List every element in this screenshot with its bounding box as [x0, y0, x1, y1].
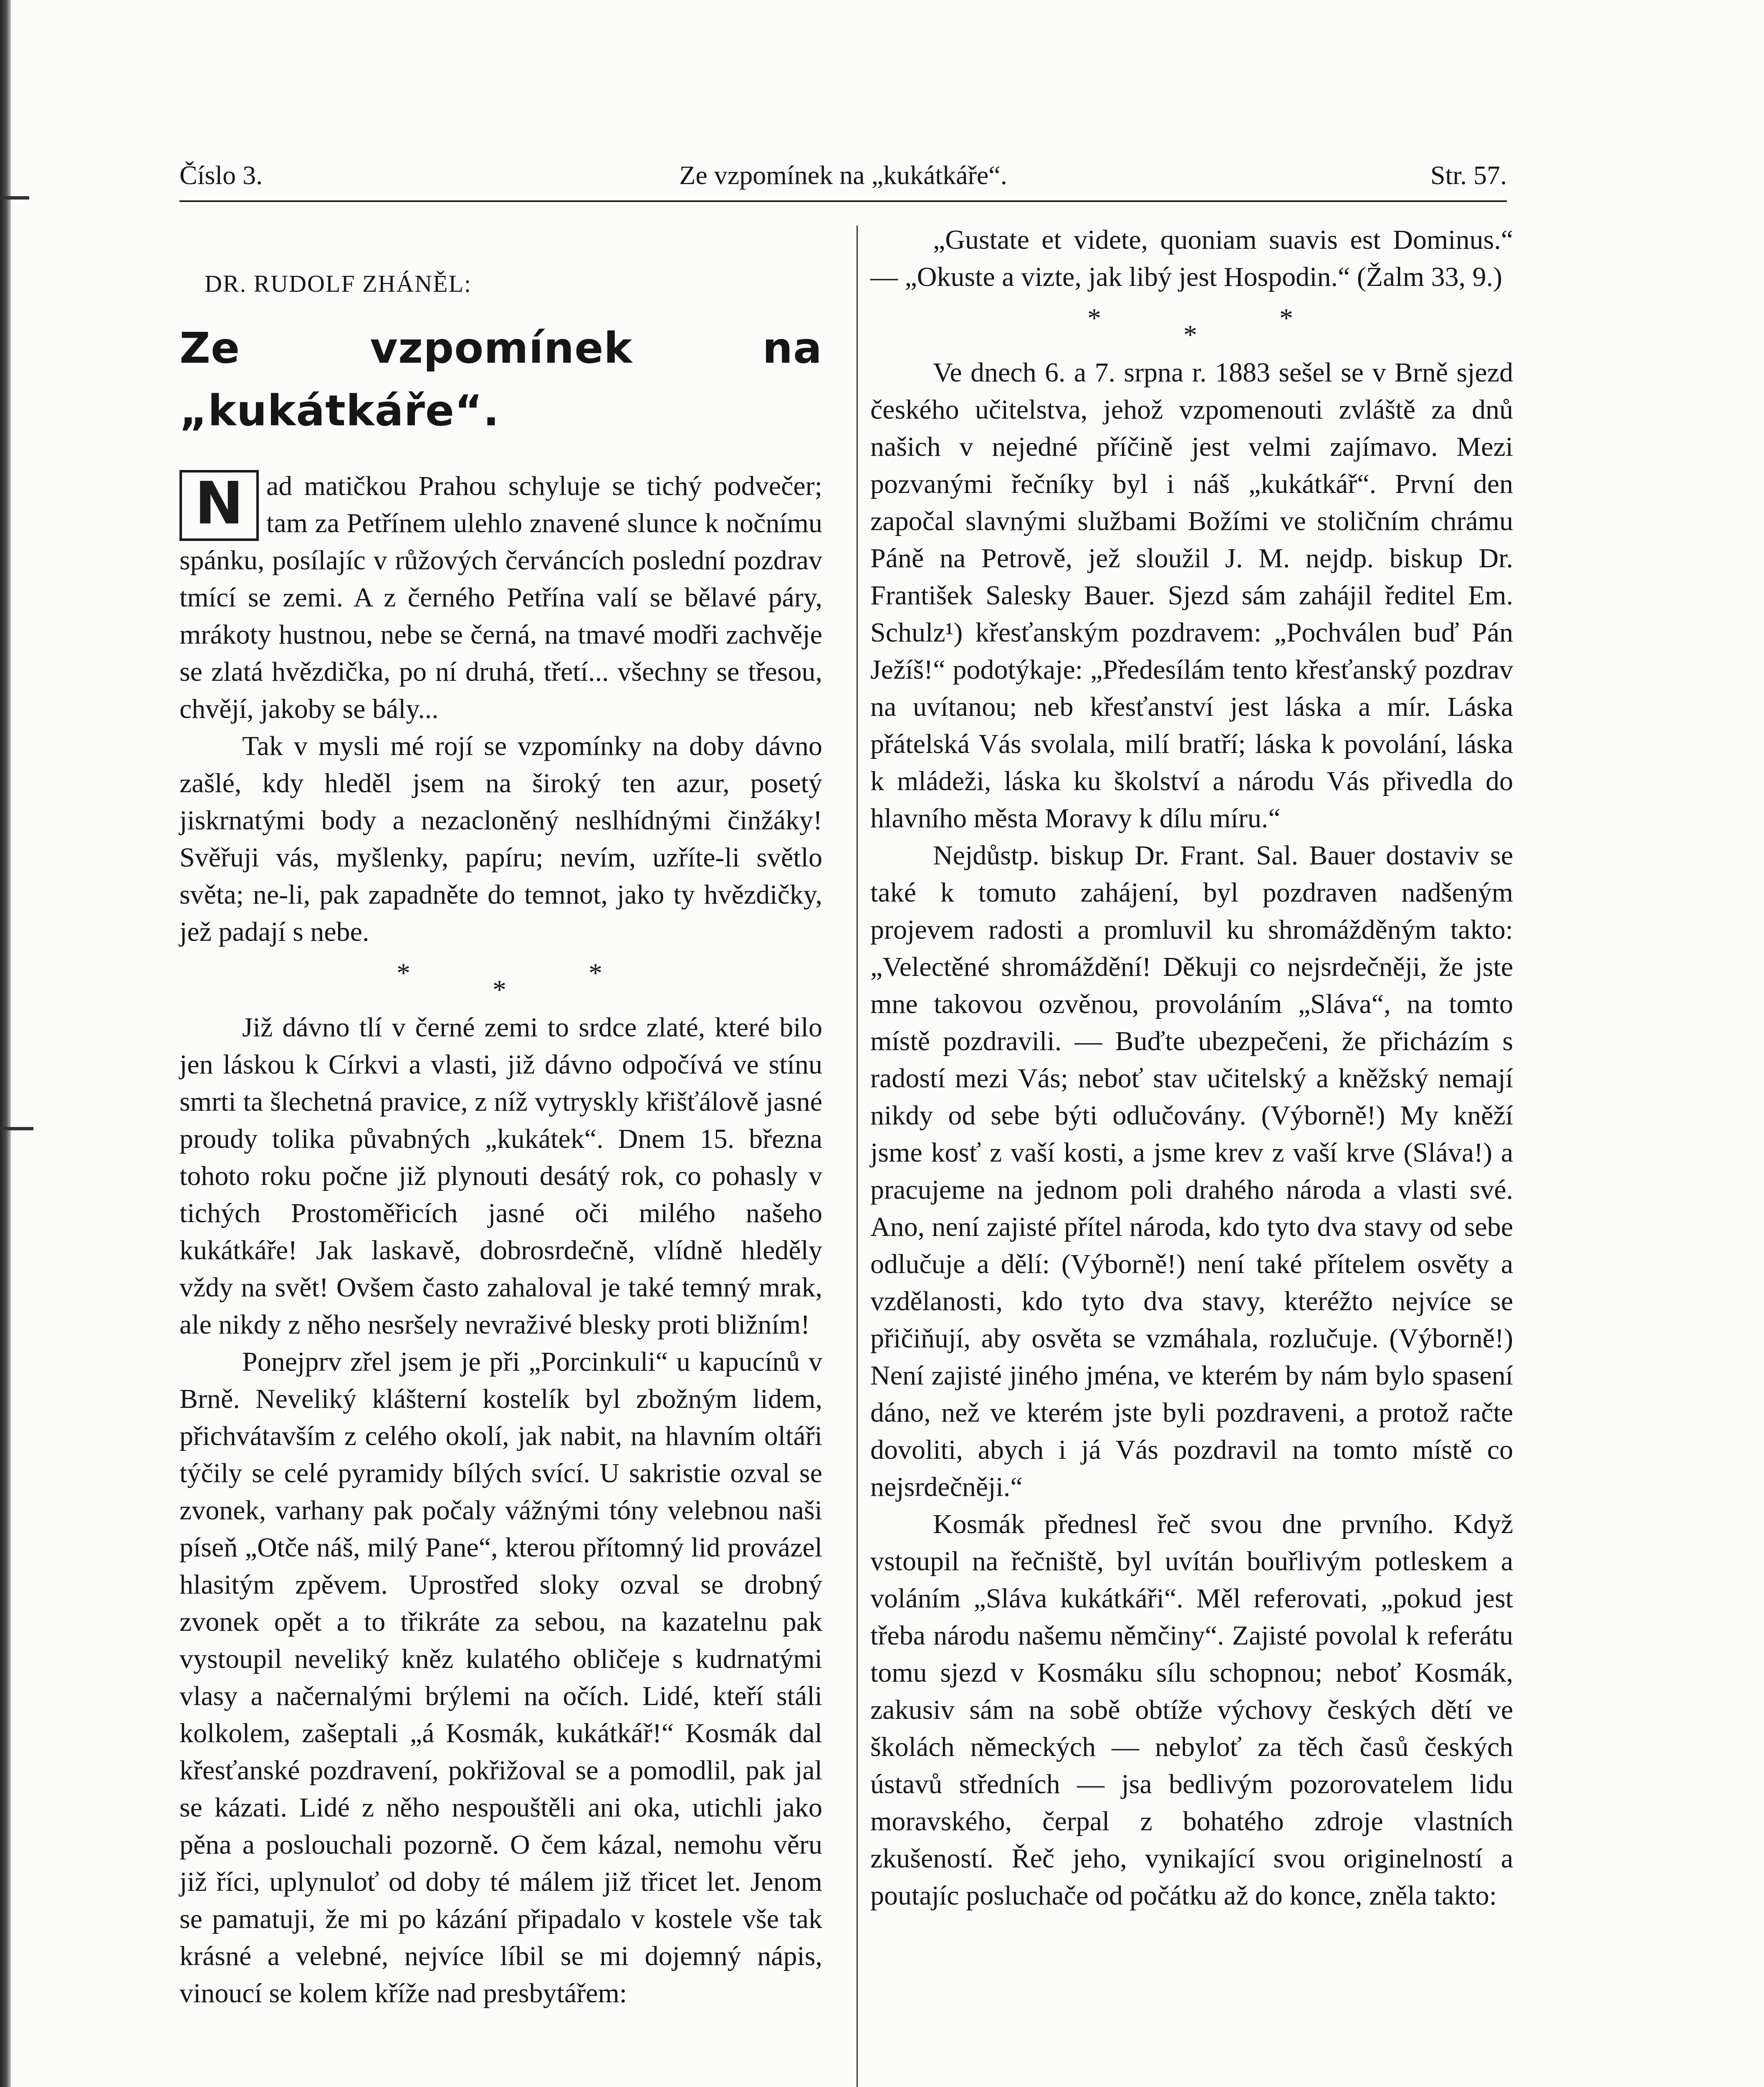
issue-number: Číslo 3.: [179, 160, 263, 190]
paragraph: Již dávno tlí v černé zemi to srdce zlaté, které bilo jen láskou k Církvi a vlasti, již dávno odpočívá ve stínu smrti ta šlechetná pravice, z níž vytryskly křišťálově jasné proudy tolika půvabných „kukátek“. Dnem 15. března tohoto roku počne již plynouti desátý rok, co pohasly v tichých Prostoměřicích jasné oči milého našeho kukátkáře! Jak laskavě, dobrosrdečně, vlídně hleděly vždy na svět! Ovšem často zahaloval je také temný mrak, ale nikdy z něho nesršely nevraživé blesky proti bližním!: [179, 1012, 822, 1340]
article-title: Ze vzpomínek na „kukátkáře“.: [179, 323, 822, 436]
paragraph-opening: [179, 467, 822, 728]
paragraph-text: ad matičkou Prahou schyluje se tichý podvečer; tam za Petřínem ulehlo znavené slunce k nočnímu spánku, posílajíc v růžových červáncích poslední pozdrav tmící se zemi. A z černého Petřína valí se bělavé páry, mrákoty hustnou, nebe se černá, na tmavé modři zachvěje se zlatá hvězdička, po ní druhá, třetí... všechny se třesou, chvějí, jakoby se bály...: [179, 471, 822, 724]
separator-star: *: [493, 975, 506, 1005]
separator-star: *: [1183, 320, 1197, 350]
running-header: [179, 154, 1507, 202]
separator-star: *: [1279, 303, 1293, 334]
page-number: Str. 57.: [1430, 160, 1507, 190]
dropcap-initial: N: [179, 470, 259, 541]
scan-mark: [0, 196, 29, 200]
running-title: Ze vzpomínek na „kukátkáře“.: [679, 160, 1007, 190]
paragraph: Ponejprv zřel jsem je při „Porcinkuli“ u kapucínů v Brně. Neveliký klášterní kostelík byl zbožným lidem, přichvátavším z celého okolí, jak nabit, na hlavním oltáři týčily se celé pyramidy bílých svící. U sakristie ozval se zvonek, varhany pak počaly vážnými tóny velebnou naši píseň „Otče náš, milý Pane“, kterou přítomný lid provázel hlasitým zpěvem. Uprostřed sloky ozval se drobný zvonek opět a to třikráte za sebou, na kazatelnu pak vystoupil neveliký kněz kulatého obličeje s kudrnatými vlasy a načernalými brýlemi na očích. Lidé, kteří stáli kolkolem, zašeptali „á Kosmák, kukátkář!“ Kosmák dal křesťanské pozdravení, pokřižoval se a pomodlil, pak jal se kázati. Lidé z něho nespouštěli ani oka, utichli jako pěna a poslouchali pozorně. O čem kázal, nemohu věru již říci, uplynuloť od doby té málem již třicet let. Jenom se pamatuji, že mi po kázání připadalo v kostele vše tak krásné a velebné, nejvíce líbil se mi dojemný nápis, vinoucí se kolem kříže nad presbytářem:: [179, 1347, 822, 2009]
section-separator: [870, 296, 1513, 354]
paragraph: Kosmák přednesl řeč svou dne prvního. Když vstoupil na řečniště, byl uvítán bouřlivým potleskem a voláním „Sláva kukátkáři“. Měl referovati, „pokud jest třeba národu našemu němčiny“. Zajisté povolal k referátu tomu sjezd v Kosmáku sílu schopnou; neboť Kosmák, zakusiv sám na sobě obtíže výchovy českých dětí ve školách německých — nebyloť za těch časů českých ústavů středních — jsa bedlivým pozorovatelem lidu moravského, čerpal z bohatého zdroje vlastních zkušeností. Řeč jeho, vynikající svou originelností a poutajíc posluchače od počátku až do konce, zněla takto:: [870, 1509, 1513, 1911]
separator-star: *: [1087, 303, 1101, 334]
paragraph: Tak v mysli mé rojí se vzpomínky na doby dávno zašlé, kdy hleděl jsem na široký ten azur, posetý jiskrnatými body a nezacloněný neslhídnými činžáky! Svěřuji vás, myšlenky, papíru; nevím, uzříte-li světlo světa; ne-li, pak zapadněte do temnot, jako ty hvězdičky, jež padají s nebe.: [179, 731, 822, 947]
article-author: DR. RUDOLF ZHÁNĚL:: [205, 270, 472, 297]
column-divider: [857, 225, 858, 2087]
separator-star: *: [397, 958, 410, 988]
scan-binding-edge: [0, 0, 11, 2087]
separator-star: *: [589, 958, 602, 988]
paragraph-quote: „Gustate et videte, quoniam suavis est Dominus.“ — „Okuste a vizte, jak libý jest Hospodin.“ (Žalm 33, 9.): [870, 225, 1513, 292]
scan-mark: [0, 1127, 33, 1130]
left-column: [179, 221, 822, 2012]
section-separator: [179, 950, 822, 1009]
paragraph: Nejdůstp. biskup Dr. Frant. Sal. Bauer dostaviv se také k tomuto zahájení, byl pozdraven nadšeným projevem radosti a promluvil ku shromážděným takto: „Velectěné shromáždění! Děkuji co nejsrdečněji, že jste mne takovou ozvěnou, provoláním „Sláva“, na tomto místě pozdravili. — Buďte ubezpečeni, že přicházím s radostí mezi Vás; neboť stav učitelský a kněžský nemají nikdy od sebe býti odlučovány. (Výborně!) My kněží jsme kosť z vaší kosti, a jsme krev z vaší krve (Sláva!) a pracujeme na jednom poli drahého národa a vlasti své. Ano, není zajisté přítel národa, kdo tyto dva stavy od sebe odlučuje a dělí: (Výborně!) není také přítelem osvěty a vzdělanosti, kdo tyto dva stavy, kteréžto nejvíce se přičiňují, aby osvěta se vzmáhala, rozlučuje. (Výborně!) Není zajisté jiného jména, ve kterém by nám bylo spasení dáno, než ve kterém jste byli pozdraveni, a protož račte dovoliti, abych i já Vás pozdravil na tomto místě co nejsrdečněji.“: [870, 840, 1513, 1502]
right-column: [870, 221, 1513, 1914]
paragraph: Ve dnech 6. a 7. srpna r. 1883 sešel se v Brně sjezd českého učitelstva, jehož vzpomenouti zvláště za dnů našich v nejedné příčině jest velmi zajímavo. Mezi pozvanými řečníky byl i náš „kukátkář“. První den započal slavnými službami Božími ve stoličním chrámu Páně na Petrově, jež sloužil J. M. nejdp. biskup Dr. František Salesky Bauer. Sjezd sám zahájil ředitel Em. Schulz¹) křesťanským pozdravem: „Pochválen buď Pán Ježíš!“ podotýkaje: „Předesílám tento křesťanský pozdrav na uvítanou; neb křesťanství jest láska a mír. Láska přátelská Vás svolala, milí bratří; láska k povolání, láska k mládeži, láska ku školství a národu Vás přivedla do hlavního města Moravy k dílu míru.“: [870, 357, 1513, 834]
